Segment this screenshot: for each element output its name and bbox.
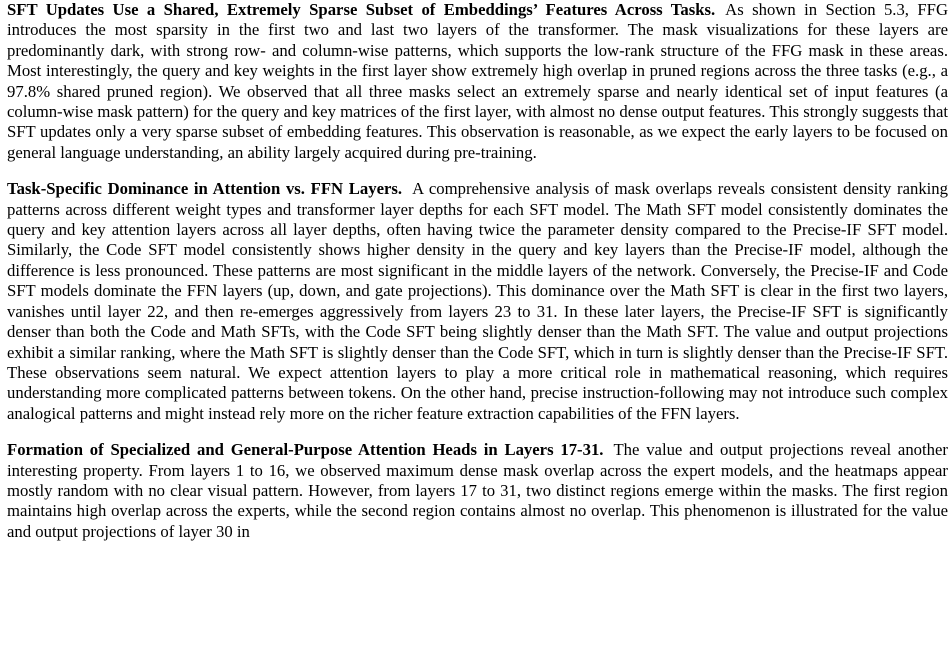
paragraph-body: As shown in Section 5.3, FFG introduces the most sparsity in the first two and last two layers of the transformer. The mask visualizations for these layers are predominantly dark, with strong row- and column-wise patterns, which supports the low-rank structure of the FFG mask in these areas. Most interestingly, the query and key weights in the first layer show extremely high overlap in pruned regions across the three tasks (e.g., a 97.8% shared pruned region). We observed that all three masks select an extremely sparse and nearly identical set of input features (a column-wise mask pattern) for the query and key matrices of the first layer, with almost no dense output features. This strongly suggests that SFT updates only a very sparse subset of embedding features. This observation is reasonable, as we expect the early layers to be focused on general language understanding, an ability largely acquired during pre-training. bbox=[7, 0, 948, 162]
paragraph-heading: Formation of Specialized and General-Purpose Attention Heads in Layers 17-31. bbox=[7, 440, 604, 460]
paragraph-body: A comprehensive analysis of mask overlaps reveals consistent density ranking patterns across different weight types and transformer layer depths for each SFT model. The Math SFT model consistently dominates the query and key attention layers across all layer depths, often having twice the parameter density compared to the Precise-IF SFT model. Similarly, the Code SFT model consistently shows higher density in the query and key layers than the Precise-IF model, although the difference is less pronounced. These patterns are most significant in the middle layers of the network. Conversely, the Precise-IF and Code SFT models dominate the FFN layers (up, down, and gate projections). This dominance over the Math SFT is clear in the first two layers, vanishes until layer 22, and then re-emerges aggressively from layers 23 to 31. In these later layers, the Precise-IF SFT is significantly denser than both the Code and Math SFTs, with the Code SFT being slightly denser than the Math SFT. The value and output projections exhibit a similar ranking, where the Math SFT is slightly denser than the Code SFT, which in turn is slightly denser than the Precise-IF SFT. These observations seem natural. We expect attention layers to play a more critical role in mathematical reasoning, which requires understanding more complicated patterns between tokens. On the other hand, precise instruction-following may not introduce such complex analogical patterns and might instead rely more on the richer feature extraction capabilities of the FFN layers. bbox=[7, 179, 948, 423]
paragraph-body: The value and output projections reveal another interesting property. From layers 1 to 16, we observed maximum dense mask overlap across the expert models, and the heatmaps appear mostly random with no clear visual pattern. However, from layers 17 to 31, two distinct regions emerge within the masks. The first region maintains high overlap across the experts, while the second region contains almost no overlap. This phenomenon is illustrated for the value and output projections of layer 30 in bbox=[7, 440, 948, 541]
paragraph-heading: Task-Specific Dominance in Attention vs. FFN Layers. bbox=[7, 179, 403, 199]
paragraph-attention-heads bbox=[7, 440, 948, 542]
paragraph-heading: SFT Updates Use a Shared, Extremely Sparse Subset of Embeddings’ Features Across Tasks. bbox=[7, 0, 716, 19]
paragraph-task-specific-dominance bbox=[7, 179, 948, 424]
paragraph-shared-sparse-embeddings bbox=[7, 0, 948, 163]
